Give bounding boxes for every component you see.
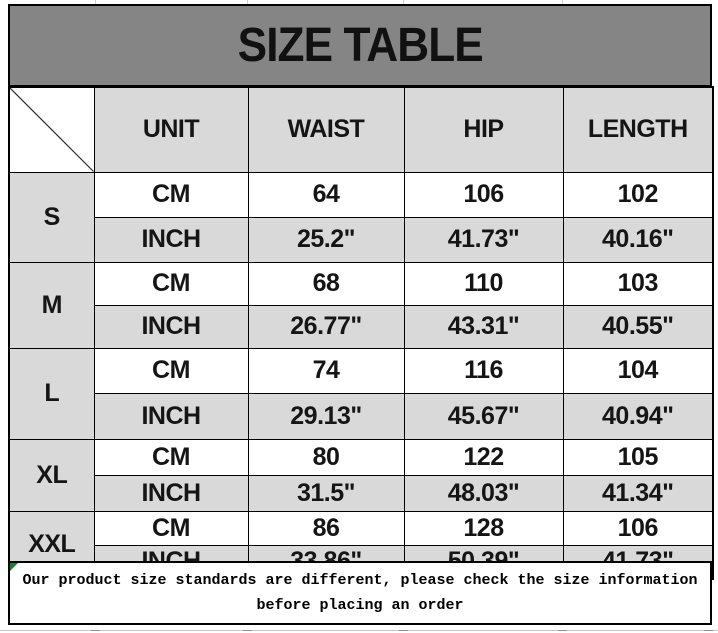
table-row [9, 475, 713, 511]
unit-cell-cm: CM [94, 348, 248, 393]
length-inch: 40.16" [563, 217, 713, 262]
table-row [9, 217, 713, 262]
length-cm: 105 [563, 439, 713, 475]
unit-cell-cm: CM [94, 439, 248, 475]
hip-cm: 110 [404, 262, 563, 305]
note-box [8, 561, 712, 625]
waist-inch: 25.2" [248, 217, 404, 262]
hip-inch: 41.73" [404, 217, 563, 262]
hip-inch: 45.67" [404, 393, 563, 439]
unit-cell-cm: CM [94, 172, 248, 217]
hip-cm: 128 [404, 511, 563, 545]
unit-cell-inch: INCH [94, 217, 248, 262]
waist-cm: 80 [248, 439, 404, 475]
hip-cm: 106 [404, 172, 563, 217]
table-row [9, 393, 713, 439]
col-header-hip: HIP [404, 87, 563, 172]
unit-cell-inch: INCH [94, 475, 248, 511]
hip-inch: 43.31" [404, 305, 563, 348]
waist-inch: 26.77" [248, 305, 404, 348]
gridline-tick [399, 630, 408, 631]
diagonal-line [10, 88, 94, 172]
waist-cm: 74 [248, 348, 404, 393]
gridline-tick [704, 630, 713, 631]
unit-cell-inch: INCH [94, 305, 248, 348]
header-row [9, 87, 713, 172]
size-label-xl: XL [9, 439, 94, 511]
unit-cell-inch: INCH [94, 393, 248, 439]
length-inch: 41.34" [563, 475, 713, 511]
length-inch: 40.55" [563, 305, 713, 348]
waist-cm: 86 [248, 511, 404, 545]
table-row [9, 348, 713, 393]
table-row [9, 305, 713, 348]
waist-inch: 29.13" [248, 393, 404, 439]
length-cm: 102 [563, 172, 713, 217]
note-text-line2: before placing an order [256, 597, 464, 614]
unit-cell-cm: CM [94, 262, 248, 305]
table-row [9, 439, 713, 475]
hip-inch: 48.03" [404, 475, 563, 511]
title-bar [8, 4, 712, 87]
diagonal-corner-cell [9, 87, 94, 172]
size-label-s: S [9, 172, 94, 262]
bottom-gridline [0, 630, 718, 631]
col-header-unit: UNIT [94, 87, 248, 172]
page-title: SIZE TABLE [237, 19, 483, 72]
table-row [9, 172, 713, 217]
size-label-xxl: XXL [9, 511, 94, 579]
gridline-tick [558, 630, 567, 631]
waist-cm: 68 [248, 262, 404, 305]
col-header-waist: WAIST [248, 87, 404, 172]
gridline-tick [243, 630, 252, 631]
note-text-line1: Our product size standards are different, please check the size information [22, 572, 698, 589]
length-inch: 40.94" [563, 393, 713, 439]
hip-cm: 116 [404, 348, 563, 393]
length-cm: 106 [563, 511, 713, 545]
table-row [9, 262, 713, 305]
unit-cell-cm: CM [94, 511, 248, 545]
col-header-length: LENGTH [563, 87, 713, 172]
hip-cm: 122 [404, 439, 563, 475]
length-cm: 103 [563, 262, 713, 305]
size-table [8, 86, 714, 580]
size-label-m: M [9, 262, 94, 348]
waist-inch: 31.5" [248, 475, 404, 511]
size-label-l: L [9, 348, 94, 439]
length-cm: 104 [563, 348, 713, 393]
table-row [9, 511, 713, 545]
waist-cm: 64 [248, 172, 404, 217]
gridline-tick [91, 630, 100, 631]
cell-error-marker-icon [10, 563, 18, 571]
